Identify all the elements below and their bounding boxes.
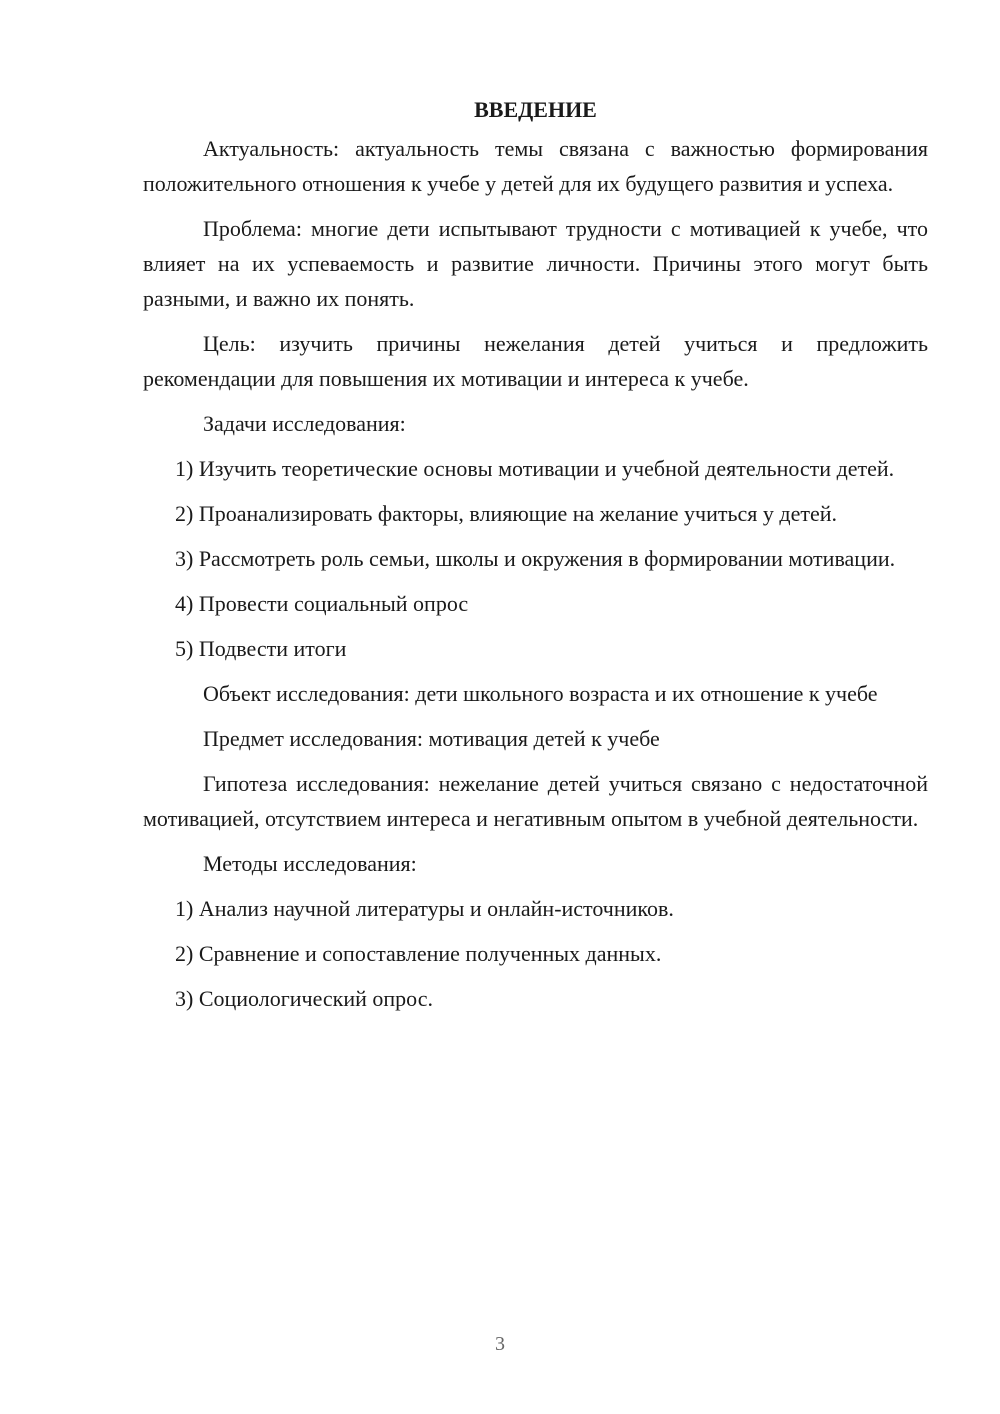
task-item: 4) Провести социальный опрос <box>175 591 469 616</box>
spacer <box>143 201 928 211</box>
relevance-paragraph: Актуальность: актуальность темы связана с важностью формирования положительного отношения к учебе у детей для их будущего развития и успеха. <box>143 136 928 196</box>
spacer <box>143 316 928 326</box>
section-title: ВВЕДЕНИЕ <box>474 97 597 122</box>
problem-paragraph: Проблема: многие дети испытывают трудности с мотивацией к учебе, что влияет на их успеваемость и развитие личности. Причины этого могут быть разными, и важно их понять. <box>143 216 928 311</box>
document-body <box>143 92 928 1016</box>
spacer <box>143 621 928 631</box>
spacer <box>143 531 928 541</box>
hypothesis-paragraph: Гипотеза исследования: нежелание детей учиться связано с недостаточной мотивацией, отсутствием интереса и негативным опытом в учебной деятельности. <box>143 771 928 831</box>
methods-heading: Методы исследования: <box>203 851 417 876</box>
tasks-heading: Задачи исследования: <box>203 411 406 436</box>
spacer <box>143 756 928 766</box>
spacer <box>143 666 928 676</box>
spacer <box>143 836 928 846</box>
subject-paragraph: Предмет исследования: мотивация детей к учебе <box>203 726 660 751</box>
spacer <box>143 971 928 981</box>
spacer <box>143 396 928 406</box>
spacer <box>143 711 928 721</box>
spacer <box>143 441 928 451</box>
object-paragraph: Объект исследования: дети школьного возраста и их отношение к учебе <box>203 681 878 706</box>
method-item: 3) Социологический опрос. <box>175 986 433 1011</box>
goal-paragraph: Цель: изучить причины нежелания детей учиться и предложить рекомендации для повышения их мотивации и интереса к учебе. <box>143 331 928 391</box>
spacer <box>143 576 928 586</box>
page-number: 3 <box>495 1333 505 1355</box>
task-item: 1) Изучить теоретические основы мотивации и учебной деятельности детей. <box>175 456 895 481</box>
spacer <box>143 486 928 496</box>
method-item: 1) Анализ научной литературы и онлайн-источников. <box>175 896 674 921</box>
spacer <box>143 881 928 891</box>
method-item: 2) Сравнение и сопоставление полученных данных. <box>175 941 662 966</box>
spacer <box>143 926 928 936</box>
task-item: 5) Подвести итоги <box>175 636 347 661</box>
task-item: 2) Проанализировать факторы, влияющие на желание учиться у детей. <box>175 501 838 526</box>
task-item: 3) Рассмотреть роль семьи, школы и окружения в формировании мотивации. <box>175 546 896 571</box>
